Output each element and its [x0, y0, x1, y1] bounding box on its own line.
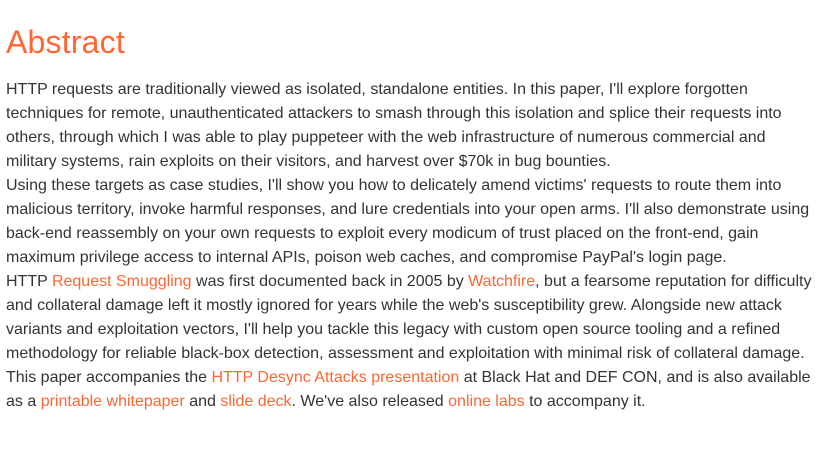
watchfire-link[interactable]: Watchfire — [468, 273, 536, 290]
abstract-paragraph-3 — [6, 270, 816, 366]
paragraph-3-text-1: HTTP — [6, 273, 52, 290]
abstract-paragraph-4 — [6, 366, 816, 414]
paragraph-3-text-2: was first documented back in 2005 by — [191, 273, 469, 290]
abstract-paragraph-1: HTTP requests are traditionally viewed as isolated, standalone entities. In this paper, I'll explore forgotten techniques for remote, unauthenticated attackers to smash through this isolation and splice their requests into others, through which I was able to play puppeteer with the web infrastructure of numerous commercial and military systems, rain exploits on their visitors, and harvest over $70k in bug bounties. — [6, 81, 782, 170]
paragraph-3-text-3: , but a fearsome reputation for difficulty and collateral damage left it mostly ignored for years while the web's susceptibility grew. Alongside new attack variants and exploitation vectors, I'll help you tackle this legacy with custom open source tooling and a refined methodology for reliable black-box detection, assessment and exploitation with minimal risk of collateral damage. — [6, 273, 812, 362]
online-labs-link[interactable]: online labs — [448, 393, 525, 410]
paragraph-4-text-5: to accompany it. — [524, 393, 646, 410]
paragraph-4-text-1: This paper accompanies the — [6, 369, 212, 386]
paragraph-4-text-2: at Black Hat and DEF CON, and is also available as a — [6, 369, 811, 410]
paragraph-4-text-3: and — [184, 393, 221, 410]
request-smuggling-link[interactable]: Request Smuggling — [51, 273, 192, 290]
whitepaper-link[interactable]: printable whitepaper — [40, 393, 185, 410]
slide-deck-link[interactable]: slide deck — [220, 393, 292, 410]
page-title: Abstract — [6, 24, 125, 60]
abstract-paragraph-2: Using these targets as case studies, I'll show you how to delicately amend victims' requests to route them into malicious territory, invoke harmful responses, and lure credentials into your open arms. I'll also demonstrate using back-end reassembly on your own requests to exploit every modicum of trust placed on the front-end, gain maximum privilege access to internal APIs, poison web caches, and compromise PayPal's login page. — [6, 177, 810, 266]
paragraph-4-text-4: . We've also released — [291, 393, 449, 410]
presentation-link[interactable]: HTTP Desync Attacks presentation — [211, 369, 460, 386]
